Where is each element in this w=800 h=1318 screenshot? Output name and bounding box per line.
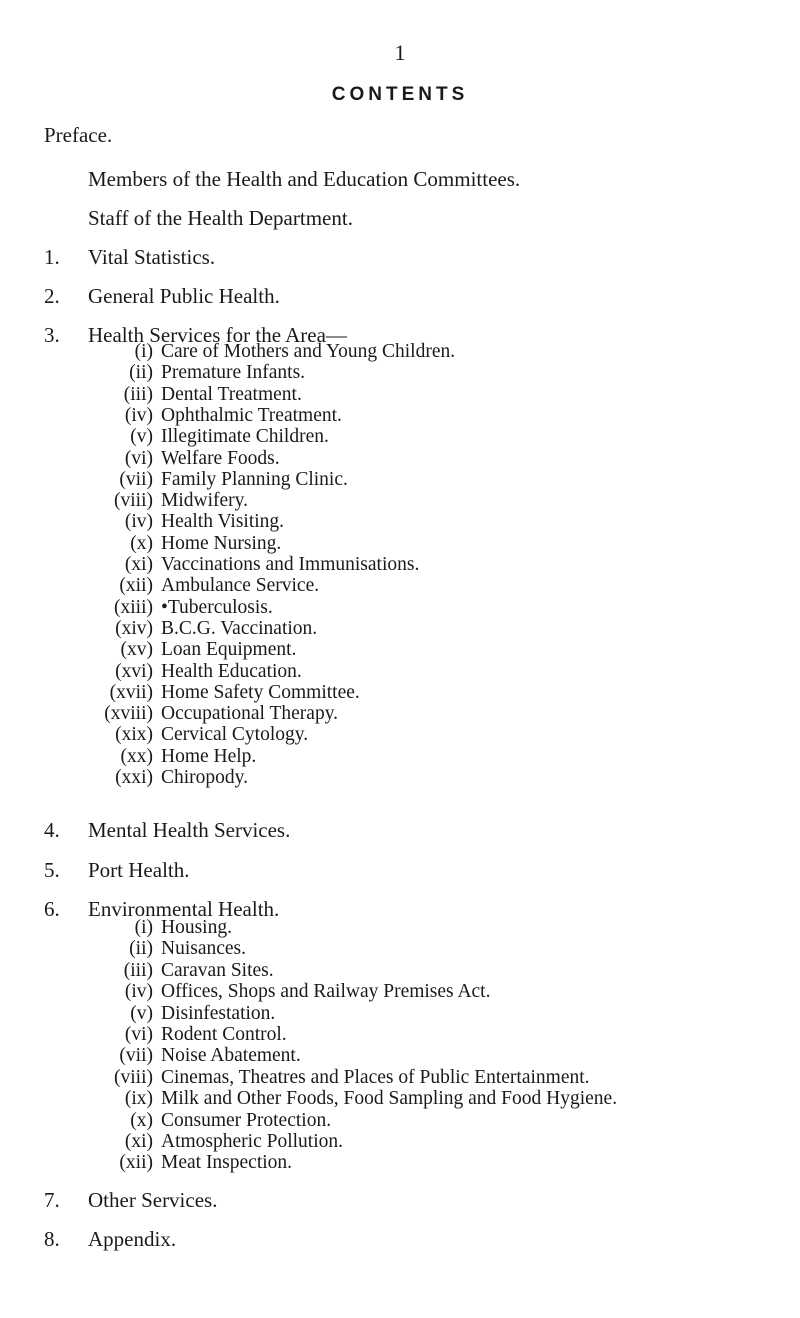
members-entry: Members of the Health and Education Committees.: [88, 167, 521, 191]
subsection-label: Home Safety Committee.: [161, 681, 360, 703]
subsection-label: Rodent Control.: [161, 1024, 287, 1045]
subsection-number: (iii): [123, 959, 153, 981]
subsection-label: Noise Abatement.: [161, 1045, 301, 1067]
subsection-label: Vaccinations and Immunisations.: [161, 554, 420, 575]
subsection-number: (xxi): [115, 767, 153, 788]
subsection-number: (vi): [124, 1024, 153, 1045]
subsection-number: (iv): [124, 404, 153, 426]
section-number: 7.: [44, 1188, 60, 1212]
section-number: 6.: [44, 897, 60, 921]
subsection-label: Family Planning Clinic.: [161, 468, 348, 490]
subsection-number: (vii): [119, 1045, 153, 1067]
subsection-number: (x): [130, 532, 153, 554]
subsection-number: (ii): [129, 938, 153, 960]
subsection-number: (iii): [123, 383, 153, 405]
page-title: CONTENTS: [331, 84, 469, 105]
section-number: 5.: [44, 858, 60, 882]
subsection-label: Illegitimate Children.: [161, 426, 329, 448]
subsection-label: Loan Equipment.: [161, 639, 297, 661]
subsection-label: Ambulance Service.: [161, 575, 320, 597]
page-number: 1: [394, 40, 406, 65]
subsection-number: (ii): [129, 362, 153, 384]
subsection-number: (xii): [119, 1152, 153, 1174]
subsection-label: Offices, Shops and Railway Premises Act.: [161, 981, 491, 1003]
subsection-label: Health Visiting.: [161, 511, 285, 533]
subsection-number: (iv): [124, 981, 153, 1003]
section-label: Health Services for the Area—: [88, 323, 347, 347]
subsection-label: Occupational Therapy.: [161, 703, 339, 725]
subsection-number: (xviii): [104, 703, 153, 725]
section-label: Port Health.: [88, 858, 190, 882]
subsection-number: (ix): [124, 1088, 153, 1110]
subsection-label: Atmospheric Pollution.: [161, 1131, 343, 1152]
section-number: 8.: [44, 1227, 60, 1251]
subsection-number: (xv): [120, 639, 153, 661]
subsection-label: Home Help.: [161, 745, 257, 767]
subsection-number: (xiv): [115, 617, 153, 639]
section-number: 2.: [44, 284, 60, 308]
section-label: Environmental Health.: [88, 897, 280, 921]
subsection-label: Dental Treatment.: [161, 383, 302, 405]
subsection-number: (xix): [115, 724, 153, 746]
section-number: 1.: [44, 245, 60, 269]
subsection-number: (viii): [114, 490, 153, 512]
subsection-number: (vi): [124, 447, 153, 469]
subsection-number: (xx): [120, 745, 153, 767]
subsection-number: (vii): [119, 468, 153, 490]
subsection-number: (xvi): [115, 660, 153, 682]
subsection-label: Cervical Cytology.: [161, 724, 309, 746]
preface-entry: Preface.: [44, 123, 113, 147]
subsection-number: (i): [134, 917, 153, 938]
subsection-number: (xiii): [114, 596, 153, 618]
subsection-number: (xi): [124, 1131, 153, 1152]
subsection-label: •Tuberculosis.: [161, 596, 273, 618]
subsection-label: Care of Mothers and Young Children.: [161, 341, 456, 362]
subsection-number: (x): [130, 1109, 153, 1131]
subsection-number: (iv): [124, 511, 153, 533]
subsection-label: Milk and Other Foods, Food Sampling and Food Hygiene.: [161, 1088, 618, 1110]
subsection-label: Consumer Protection.: [161, 1109, 332, 1131]
subsection-label: Health Education.: [161, 660, 302, 682]
subsection-number: (v): [130, 426, 153, 448]
subsection-number: (xvii): [109, 681, 153, 703]
subsection-label: Midwifery.: [161, 490, 249, 512]
subsection-label: Nuisances.: [161, 938, 247, 960]
section-number: 4.: [44, 818, 60, 842]
subsection-label: Meat Inspection.: [161, 1152, 293, 1174]
subsection-label: Welfare Foods.: [161, 447, 280, 469]
subsection-label: Chiropody.: [161, 767, 249, 788]
subsection-number: (i): [134, 341, 153, 362]
subsection-label: Premature Infants.: [161, 362, 306, 384]
section-label: Vital Statistics.: [88, 245, 216, 269]
subsection-label: Home Nursing.: [161, 532, 282, 554]
section-number: 3.: [44, 323, 60, 347]
section-label: Other Services.: [88, 1188, 218, 1212]
subsection-number: (xi): [124, 554, 153, 575]
subsection-number: (xii): [119, 575, 153, 597]
subsection-label: Caravan Sites.: [161, 959, 274, 981]
section-label: Mental Health Services.: [88, 818, 291, 842]
subsection-label: Housing.: [161, 917, 232, 938]
subsection-label: Disinfestation.: [161, 1002, 276, 1024]
section-label: General Public Health.: [88, 284, 280, 308]
section-label: Appendix.: [88, 1227, 177, 1251]
subsection-label: Cinemas, Theatres and Places of Public Entertainment.: [161, 1066, 590, 1088]
subsection-number: (viii): [114, 1066, 153, 1088]
subsection-label: B.C.G. Vaccination.: [161, 617, 318, 639]
staff-entry: Staff of the Health Department.: [88, 206, 353, 230]
subsection-number: (v): [130, 1002, 153, 1024]
subsection-label: Ophthalmic Treatment.: [161, 404, 342, 426]
